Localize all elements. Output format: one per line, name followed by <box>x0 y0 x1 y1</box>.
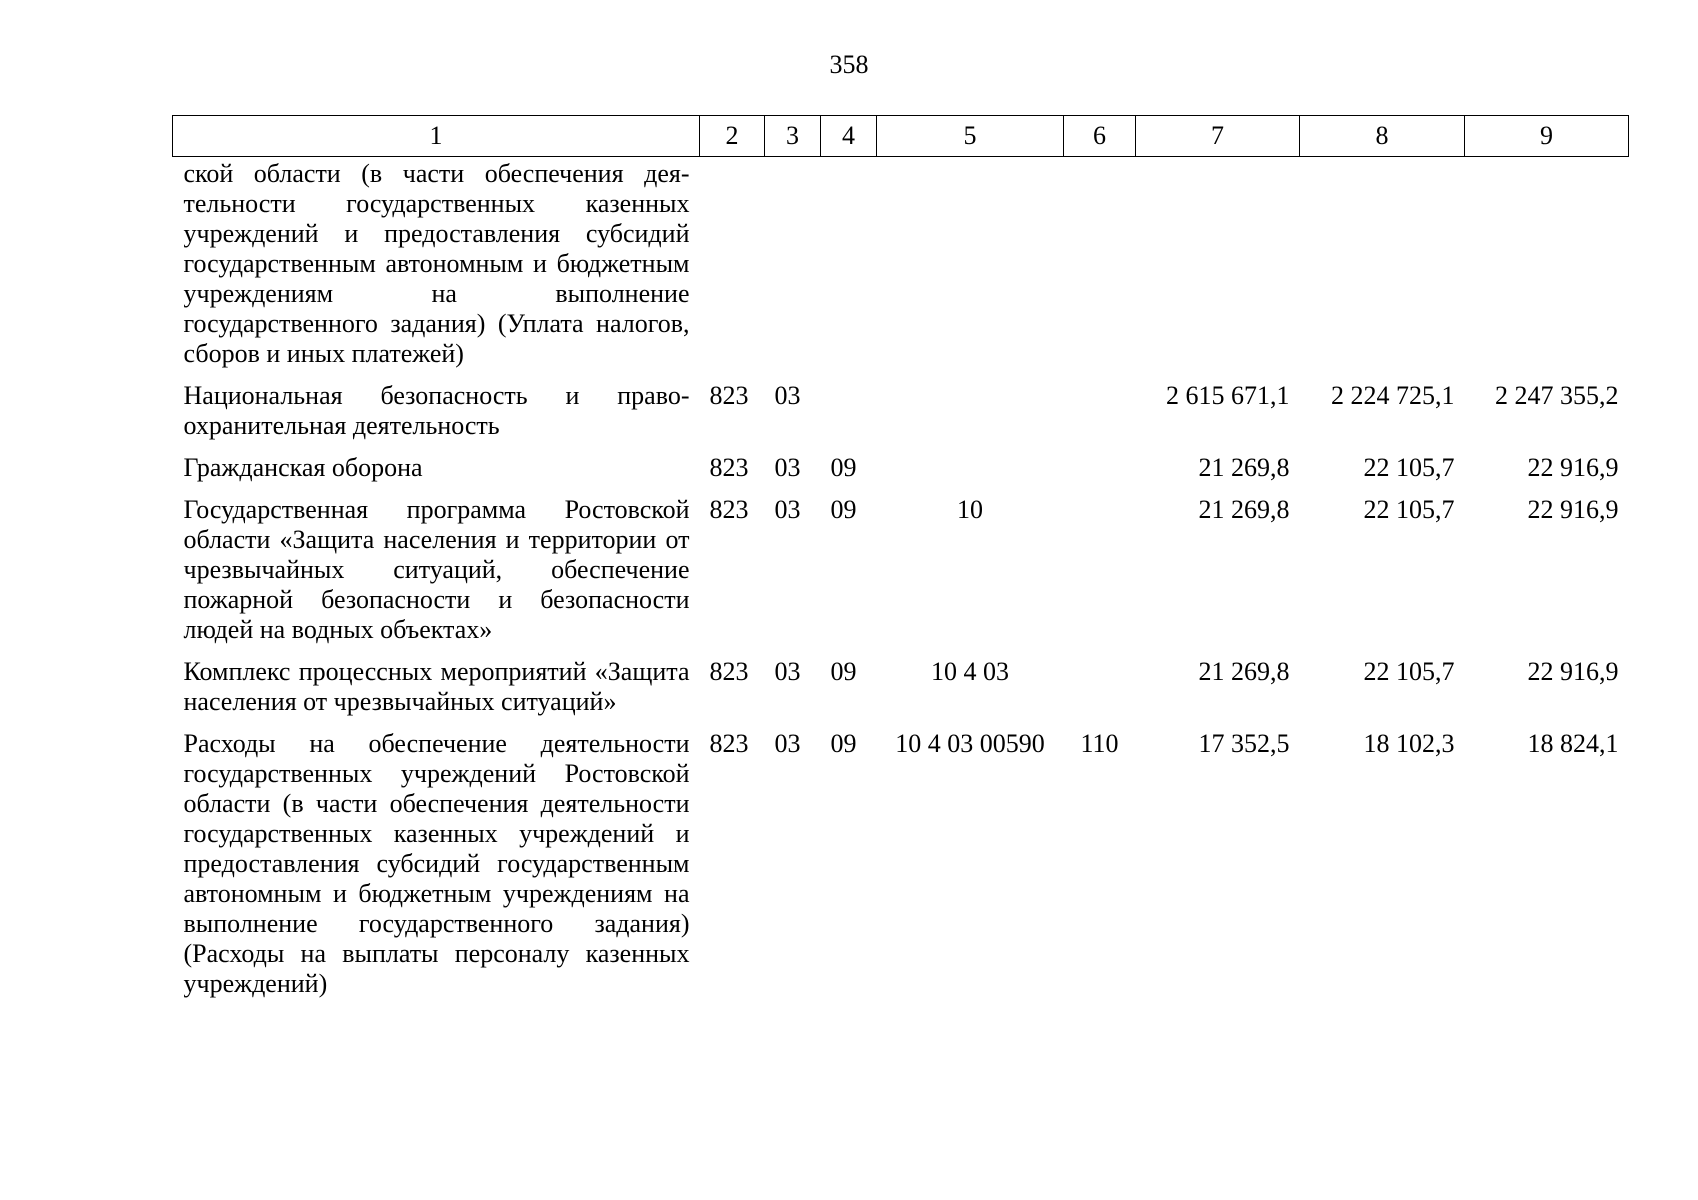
cell-expense-type <box>1064 453 1136 495</box>
row-name: Государственная программа Ростовской области «Защита населения и территории от чрезвычайных ситуаций, обеспечение пожарной безопасности и безопасности людей на водных объектах» <box>183 495 690 644</box>
row-name: Комплекс процессных мероприятий «Защита населения от чрезвычайных ситуаций» <box>183 657 690 716</box>
cell-admin-code: 823 <box>709 729 749 758</box>
cell-admin-code <box>700 157 765 382</box>
cell-target-article <box>877 453 1064 495</box>
header-row <box>173 116 1629 157</box>
row-name: Расходы на обеспечение деятельности государственных учреждений Ростовской области (в части обеспечения деятельности государственных казенных учреждений и предоставления субсидий государственным автономным и бюджетным учреждениям на выполнение государственного задания) (Расходы на выплаты персоналу казенных учреждений) <box>183 729 690 998</box>
cell-amount-9: 18 824,1 <box>1527 729 1619 758</box>
cell-admin-code: 823 <box>709 381 749 410</box>
cell-expense-type: 110 <box>1080 729 1119 758</box>
cell-admin-code: 823 <box>709 495 749 524</box>
cell-amount-7: 17 352,5 <box>1198 729 1290 758</box>
cell-subsection: 09 <box>830 657 857 686</box>
cell-amount-7: 21 269,8 <box>1198 453 1290 482</box>
page-number: 358 <box>829 50 869 79</box>
cell-section: 03 <box>774 381 801 410</box>
cell-amount-8 <box>1300 157 1465 382</box>
column-header-7: 7 <box>1136 116 1300 157</box>
cell-amount-7: 2 615 671,1 <box>1166 381 1290 410</box>
column-header-1: 1 <box>173 116 700 157</box>
cell-target-article <box>877 381 1064 453</box>
table-header <box>173 116 1629 157</box>
table-row <box>173 453 1629 495</box>
table-row <box>173 157 1629 382</box>
table-row <box>173 495 1629 657</box>
cell-expense-type <box>1064 157 1136 382</box>
column-header-6: 6 <box>1064 116 1136 157</box>
column-header-4: 4 <box>821 116 877 157</box>
cell-target-article: 10 4 03 00590 <box>895 729 1045 758</box>
row-name: ской области (в части обеспечения деятельности государственных казенных учреждений и предоставления субсидий государственным автономным и бюджетным учреждениям на выполнение государственного задания) (Уплата налогов, сборов и иных платежей) <box>183 159 690 368</box>
cell-expense-type <box>1064 381 1136 453</box>
cell-section: 03 <box>774 495 801 524</box>
cell-amount-9: 22 916,9 <box>1527 453 1619 482</box>
cell-section: 03 <box>774 657 801 686</box>
cell-subsection: 09 <box>830 495 857 524</box>
cell-target-article <box>877 157 1064 382</box>
cell-target-article: 10 4 03 <box>931 657 1009 686</box>
cell-amount-8: 2 224 725,1 <box>1331 381 1455 410</box>
cell-amount-8: 18 102,3 <box>1363 729 1455 758</box>
table-row <box>173 729 1629 1011</box>
cell-expense-type <box>1064 495 1136 657</box>
column-header-2: 2 <box>700 116 765 157</box>
column-header-3: 3 <box>765 116 821 157</box>
cell-amount-8: 22 105,7 <box>1363 453 1455 482</box>
cell-admin-code: 823 <box>709 657 749 686</box>
cell-subsection <box>821 381 877 453</box>
column-header-8: 8 <box>1300 116 1465 157</box>
cell-section: 03 <box>774 729 801 758</box>
cell-section: 03 <box>774 453 801 482</box>
cell-amount-7 <box>1136 157 1300 382</box>
table-row <box>173 657 1629 729</box>
cell-amount-9 <box>1465 157 1629 382</box>
cell-expense-type <box>1064 657 1136 729</box>
cell-amount-7: 21 269,8 <box>1198 657 1290 686</box>
cell-amount-8: 22 105,7 <box>1363 495 1455 524</box>
cell-amount-7: 21 269,8 <box>1198 495 1290 524</box>
cell-section <box>765 157 821 382</box>
cell-amount-9: 2 247 355,2 <box>1495 381 1619 410</box>
cell-subsection <box>821 157 877 382</box>
budget-table <box>172 115 1629 1011</box>
cell-amount-8: 22 105,7 <box>1363 657 1455 686</box>
table-body <box>173 157 1629 1012</box>
cell-amount-9: 22 916,9 <box>1527 657 1619 686</box>
table-row <box>173 381 1629 453</box>
row-name: Национальная безопасность и правоохранительная деятельность <box>183 381 690 440</box>
row-name: Гражданская оборона <box>183 453 423 482</box>
cell-admin-code: 823 <box>709 453 749 482</box>
cell-amount-9: 22 916,9 <box>1527 495 1619 524</box>
cell-target-article: 10 <box>957 495 983 524</box>
column-header-5: 5 <box>877 116 1064 157</box>
cell-subsection: 09 <box>830 729 857 758</box>
column-header-9: 9 <box>1465 116 1629 157</box>
cell-subsection: 09 <box>830 453 857 482</box>
